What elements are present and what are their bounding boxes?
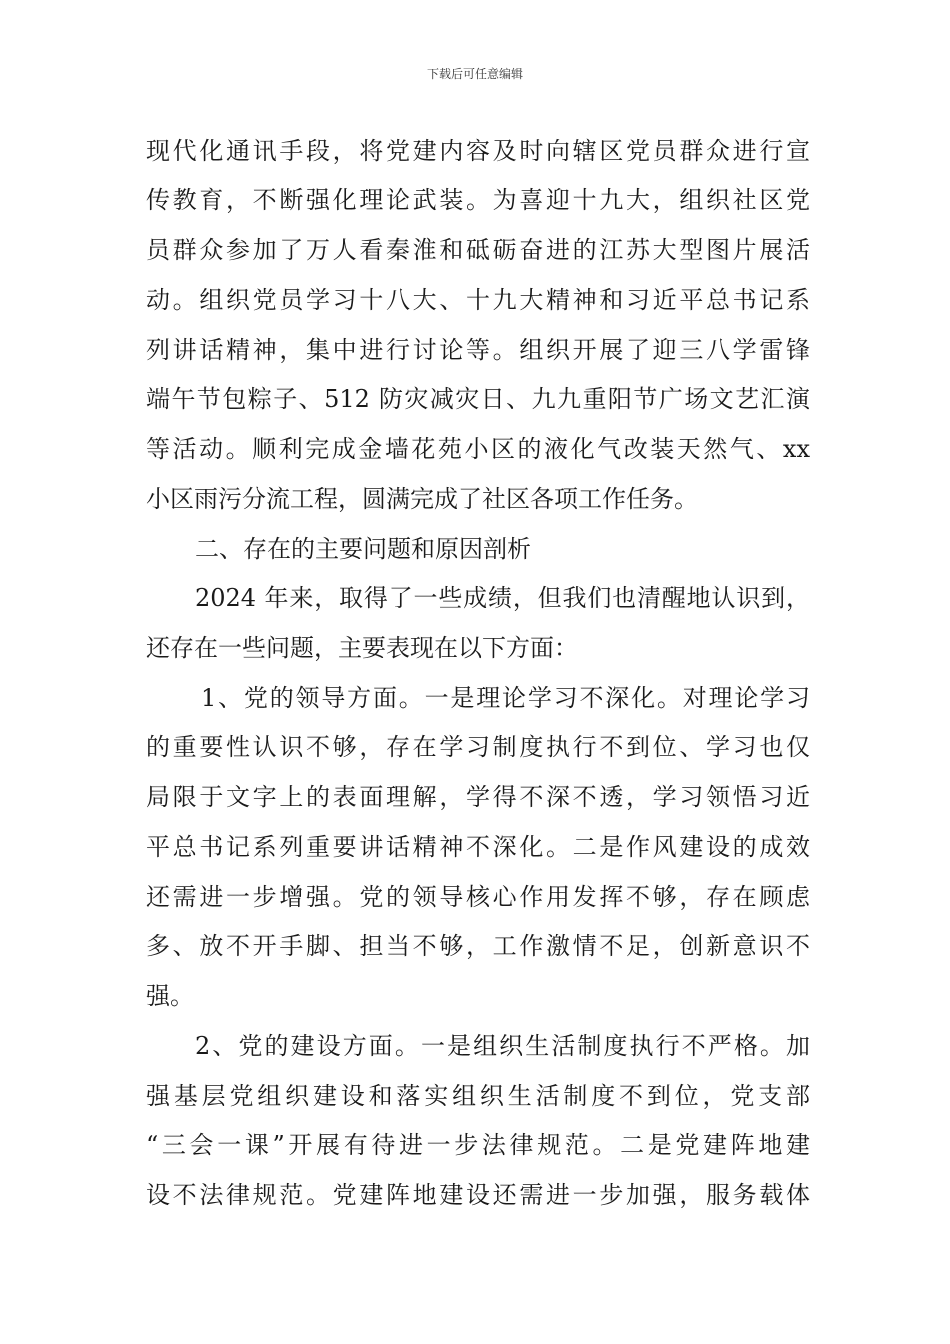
text-line: 设不法律规范。党建阵地建设还需进一步加强，服务载体 xyxy=(146,1181,810,1209)
text-line: 现代化通讯手段，将党建内容及时向辖区党员群众进行宣 xyxy=(146,137,810,165)
text-line: 强基层党组织建设和落实组织生活制度不到位，党支部 xyxy=(146,1082,810,1110)
text-line: 还存在一些问题，主要表现在以下方面： xyxy=(146,634,578,662)
text-line: 的重要性认识不够，存在学习制度执行不到位、学习也仅 xyxy=(146,733,810,761)
text-line: 局限于文字上的表面理解，学得不深不透，学习领悟习近 xyxy=(146,783,810,811)
text-line: “三会一课”开展有待进一步法律规范。二是党建阵地建 xyxy=(146,1131,810,1159)
text-line: 还需进一步增强。党的领导核心作用发挥不够，存在顾虑 xyxy=(146,883,810,911)
text-line: 2、党的建设方面。一是组织生活制度执行不严格。加 xyxy=(195,1032,810,1060)
section-heading: 二、存在的主要问题和原因剖析 xyxy=(195,535,531,563)
text-line: 等活动。顺利完成金墙花苑小区的液化气改装天然气、xx xyxy=(146,435,810,463)
text-line: 员群众参加了万人看秦淮和砥砺奋进的江苏大型图片展活 xyxy=(146,236,810,264)
text-line: 小区雨污分流工程，圆满完成了社区各项工作任务。 xyxy=(146,485,698,513)
text-line: 列讲话精神，集中进行讨论等。组织开展了迎三八学雷锋 xyxy=(146,336,810,364)
text-line: 平总书记系列重要讲话精神不深化。二是作风建设的成效 xyxy=(146,833,810,861)
text-line: 传教育，不断强化理论武装。为喜迎十九大，组织社区党 xyxy=(146,186,810,214)
text-line: 2024 年来，取得了一些成绩，但我们也清醒地认识到， xyxy=(195,584,810,612)
text-line: 端午节包粽子、512 防灾减灾日、九九重阳节广场文艺汇演 xyxy=(146,385,810,413)
text-line: 1、党的领导方面。一是理论学习不深化。对理论学习 xyxy=(201,684,810,712)
text-line: 强。 xyxy=(146,982,194,1010)
text-line: 动。组织党员学习十八大、十九大精神和习近平总书记系 xyxy=(146,286,810,314)
text-line: 多、放不开手脚、担当不够，工作激情不足，创新意识不 xyxy=(146,932,810,960)
page-header-note: 下载后可任意编辑 xyxy=(426,67,523,81)
